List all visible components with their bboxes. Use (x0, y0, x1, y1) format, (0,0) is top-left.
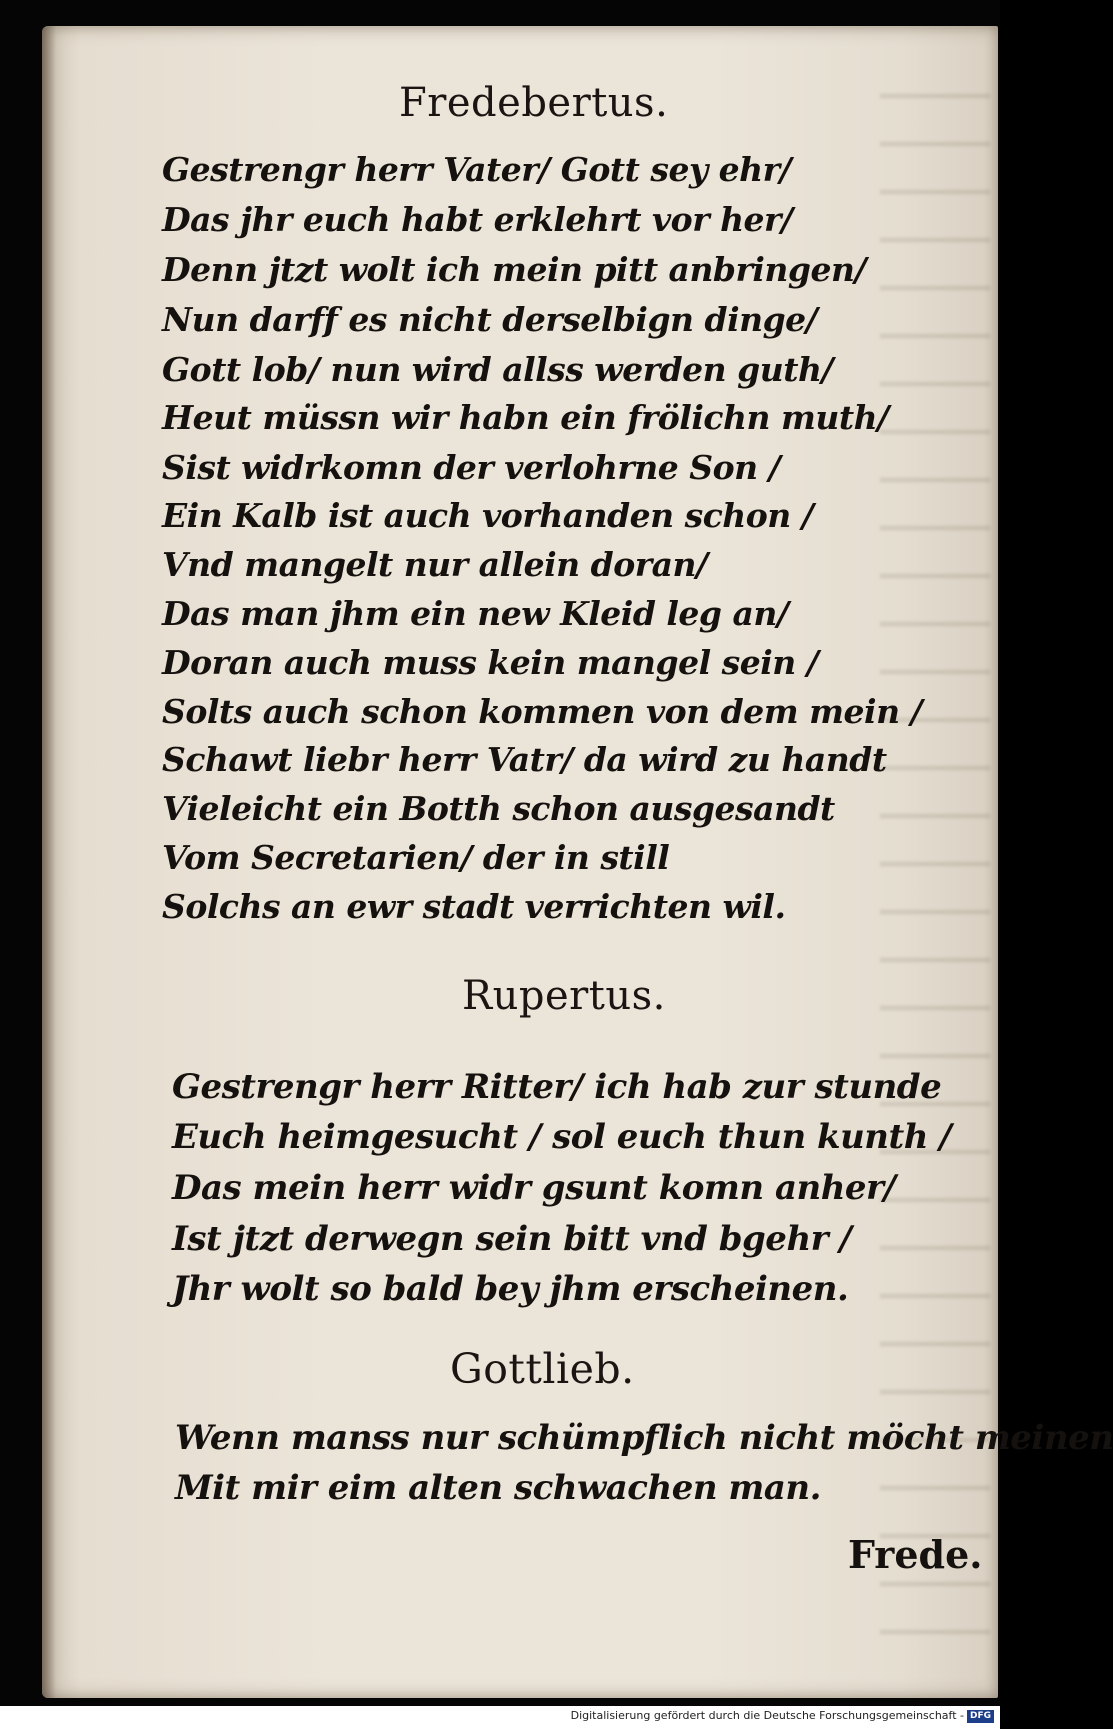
verse-line: Das mein herr widr gsunt komn anher/ (172, 1168, 896, 1208)
verse-line: Jhr wolt so bald bey jhm erscheinen. (172, 1269, 849, 1309)
verse-line: Ein Kalb ist auch vorhanden schon / (162, 496, 814, 535)
verse-line: Euch heimgesucht / sol euch thun kunth / (172, 1117, 952, 1157)
verse-line: Gott lob/ nun wird allss werden guth/ (162, 350, 833, 389)
verse-line: Solchs an ewr stadt verrichten wil. (162, 887, 786, 926)
verse-line: Vom Secretarien/ der in still (162, 838, 670, 877)
verse-line: Ist jtzt derwegn sein bitt vnd bgehr / (172, 1219, 852, 1259)
binding-shadow (42, 26, 56, 1698)
verse-line: Wenn manss nur schümpflich nicht möcht meinen (175, 1418, 1113, 1458)
catchword: Frede. (848, 1532, 983, 1577)
verse-line: Denn jtzt wolt ich mein pitt anbringen/ (162, 250, 867, 289)
verse-line: Vieleicht ein Botth schon ausgesandt (162, 789, 835, 828)
speaker-heading: Fredebertus. (399, 80, 669, 126)
verse-line: Vnd mangelt nur allein doran/ (162, 545, 708, 584)
verse-line: Schawt liebr herr Vatr/ da wird zu handt (162, 740, 887, 779)
verse-line: Solts auch schon kommen von dem mein / (162, 692, 923, 731)
speaker-heading: Gottlieb. (450, 1345, 635, 1393)
verse-line: Nun darff es nicht derselbign dinge/ (162, 300, 818, 339)
dfg-logo: DFG (967, 1710, 994, 1723)
verse-line: Gestrengr herr Ritter/ ich hab zur stunde (172, 1067, 942, 1107)
credit-text: Digitalisierung gefördert durch die Deutsche Forschungsgemeinschaft - (570, 1709, 964, 1722)
digitization-credit (571, 1709, 994, 1723)
verse-line: Das man jhm ein new Kleid leg an/ (162, 594, 789, 633)
verse-line: Gestrengr herr Vater/ Gott sey ehr/ (162, 150, 792, 189)
verse-line: Doran auch muss kein mangel sein / (162, 643, 819, 682)
verse-line: Das jhr euch habt erklehrt vor her/ (162, 200, 793, 239)
verse-line: Sist widrkomn der verlohrne Son / (162, 448, 781, 487)
verse-line: Mit mir eim alten schwachen man. (175, 1468, 821, 1508)
verse-line: Heut müssn wir habn ein frölichn muth/ (162, 398, 889, 437)
speaker-heading: Rupertus. (462, 973, 666, 1019)
